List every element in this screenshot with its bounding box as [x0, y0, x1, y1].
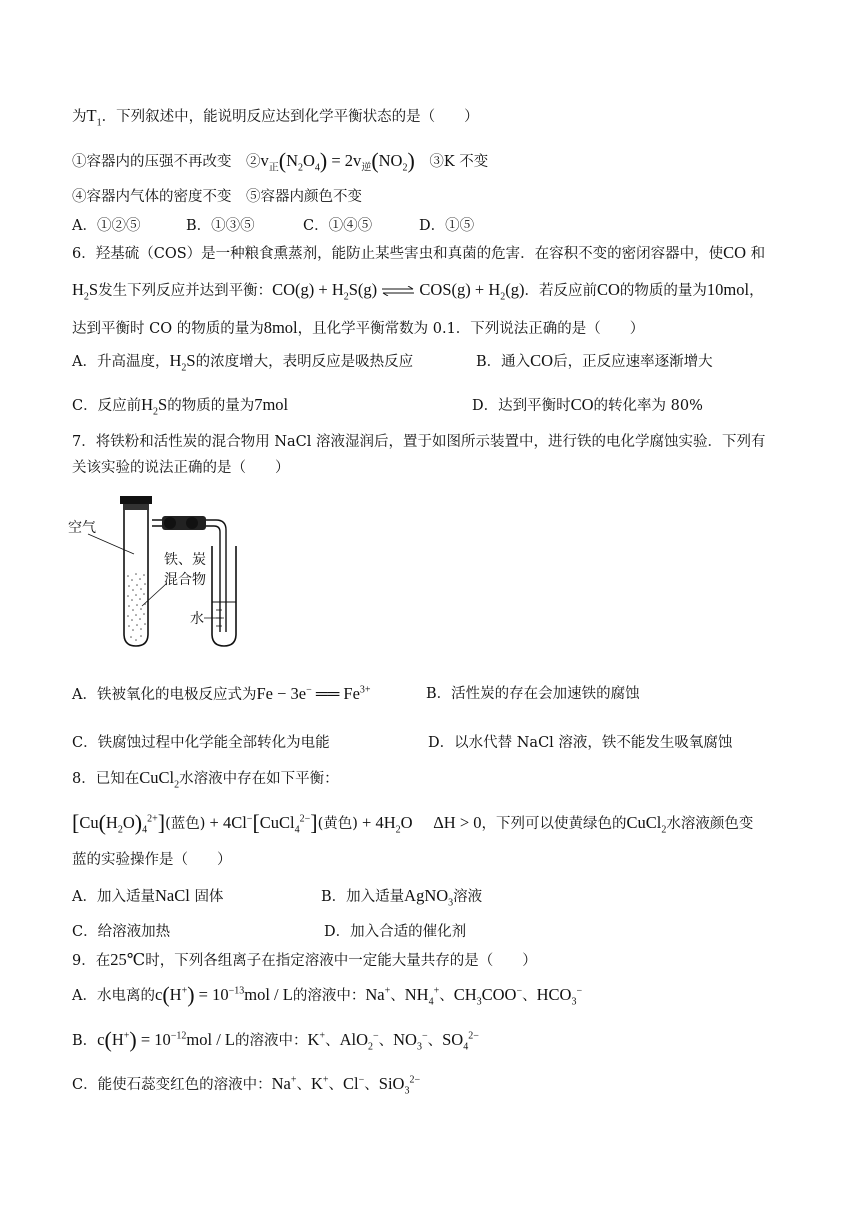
- q7-option-d[interactable]: D．以水代替 NaCl 溶液，铁不能发生吸氧腐蚀: [428, 735, 733, 751]
- q9-option-a[interactable]: A．水电离的$c(H^+) = 10^{-13}mol / L$的溶液中：Na+、$NH_4^+$、$CH_3COO^-$、$HCO_3^-$: [72, 982, 583, 1008]
- q6-stem-1: 6．羟基硫（COS）是一种粮食熏蒸剂，能防止某些害虫和真菌的危害．在容积不变的密闭容器中，使CO 和: [72, 243, 766, 262]
- q8-stem-3: 蓝的实验操作是（ ）: [72, 852, 232, 868]
- q9-option-c[interactable]: C．能使石蕊变红色的溶液中：Na+、K+、Cl−、SiO$_3^{2-}$: [72, 1074, 421, 1097]
- iron-carbon-mixture: [127, 573, 146, 641]
- q5-conditions-2: ④容器内气体的密度不变 ⑤容器内颜色不变: [72, 189, 362, 205]
- q6-equation: $CO(g) + H_2S(g) COS(g) + H_2(g)$: [272, 280, 525, 303]
- q7-option-c[interactable]: C．铁腐蚀过程中化学能全部转化为电能: [72, 735, 330, 751]
- q6-option-c[interactable]: C．反应前$H_2S$的物质的量为7mol: [72, 395, 289, 418]
- reversible-arrow-icon: [381, 281, 415, 301]
- label-mixture-1: 铁、炭: [164, 552, 206, 568]
- q5-temperature: $T_1$: [86, 106, 102, 129]
- q7-option-b[interactable]: B．活性炭的存在会加速铁的腐蚀: [426, 686, 640, 702]
- q8-stem-1: 8．已知在CuCl$_2$水溶液中存在如下平衡：: [72, 768, 339, 791]
- q5-stem: 为$T_1$．下列叙述中，能说明反应达到化学平衡状态的是（ ）: [72, 106, 479, 129]
- q9-stem: 9．在25℃时，下列各组离子在指定溶液中一定能大量共存的是（ ）: [72, 950, 537, 969]
- q5-option-b[interactable]: B．①③⑤: [186, 218, 255, 234]
- q7-stem-1: 7．将铁粉和活性炭的混合物用 NaCl 溶液湿润后，置于如图所示装置中，进行铁的电化学腐蚀实验．下列有: [72, 434, 766, 450]
- q6-option-d[interactable]: D．达到平衡时CO的转化率为 80%: [472, 395, 703, 414]
- q5-option-a[interactable]: A．①②⑤: [72, 218, 141, 234]
- q5-rate-expression: $v_正(N_2O_4) = 2v_逆(NO_2)$: [260, 148, 415, 174]
- label-mixture-2: 混合物: [164, 572, 206, 588]
- q6-option-b[interactable]: B．通入CO后，正反应速率逐渐增大: [476, 351, 713, 370]
- q8-option-a[interactable]: A．加入适量NaCl 固体: [72, 886, 224, 905]
- label-air: 空气: [68, 520, 96, 536]
- q6-stem-3: 达到平衡时 CO 的物质的量为8mol，且化学平衡常数为 0.1．下列说法正确的是（ ）: [72, 318, 645, 337]
- q8-equilibrium: $[Cu(H_2O)_4^{2+}]$: [72, 810, 166, 836]
- q5-option-c[interactable]: C．①④⑤: [303, 218, 373, 234]
- corrosion-apparatus-figure: [66, 494, 276, 658]
- q9-option-b[interactable]: B．$c(H^+) = 10^{-12}mol / L$的溶液中：K+、AlO$_2$−、$NO_3^-$、$SO_4^{2-}$: [72, 1027, 479, 1053]
- q8-option-d[interactable]: D．加入合适的催化剂: [324, 924, 467, 940]
- q5-conditions-1: ①容器内的压强不再改变 $②v_正(N_2O_4) = 2v_逆(NO_2)$ ③K 不变: [72, 148, 489, 174]
- q8-equation-line: $[Cu(H_2O)_4^{2+}]$(蓝色) + 4Cl−[CuCl$_4^{2-}$](黄色) + $4H_2O$ ΔH > 0，下列可以使黄绿色的CuCl$_2$水溶液颜色变: [72, 810, 754, 836]
- q8-option-b[interactable]: B．加入适量AgNO$_3$溶液: [321, 886, 483, 909]
- q7-stem-2: 关该实验的说法正确的是（ ）: [72, 460, 290, 476]
- q6-option-a[interactable]: A．升高温度，$H_2S$的浓度增大，表明反应是吸热反应: [72, 351, 414, 374]
- label-water: 水: [190, 611, 204, 627]
- q7-option-a[interactable]: A．铁被氧化的电极反应式为Fe − 3e− ══ $Fe^{3+}$: [72, 684, 371, 703]
- q5-option-d[interactable]: D．①⑤: [419, 218, 475, 234]
- q8-option-c[interactable]: C．给溶液加热: [72, 924, 171, 940]
- q6-stem-2: $H_2S$发生下列反应并达到平衡：$CO(g) + H_2S(g) COS(g) + H_2(g)$．若反应前CO的物质的量为10mol，: [72, 280, 764, 303]
